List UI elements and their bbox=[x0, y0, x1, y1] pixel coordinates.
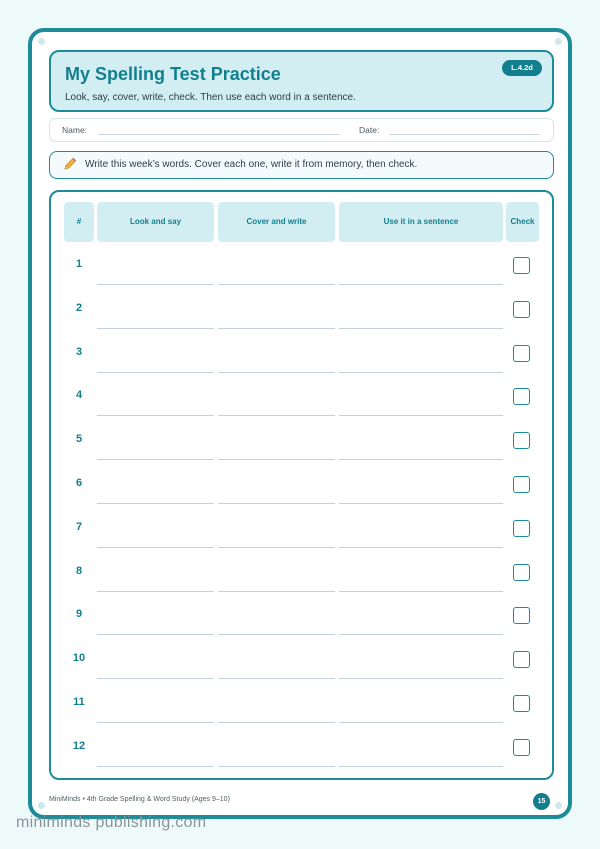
look-and-say-line[interactable] bbox=[97, 372, 214, 373]
instruction-box bbox=[49, 151, 554, 179]
row-number: 5 bbox=[75, 433, 83, 446]
sentence-line[interactable] bbox=[339, 372, 503, 373]
standard-badge: L.4.2d bbox=[502, 60, 542, 76]
title-panel bbox=[49, 50, 554, 112]
check-box[interactable] bbox=[513, 607, 530, 624]
check-box[interactable] bbox=[513, 564, 530, 581]
sentence-line[interactable] bbox=[339, 328, 503, 329]
check-box[interactable] bbox=[513, 651, 530, 668]
check-box[interactable] bbox=[513, 301, 530, 318]
look-and-say-line[interactable] bbox=[97, 591, 214, 592]
page-number: 15 bbox=[533, 793, 550, 810]
corner-dot bbox=[555, 38, 562, 45]
header-look-and-say: Look and say bbox=[97, 202, 214, 242]
sentence-line[interactable] bbox=[339, 284, 503, 285]
footer-credit: MiniMinds • 4th Grade Spelling & Word Study (Ages 9–10) bbox=[49, 796, 230, 803]
pencil-icon bbox=[62, 156, 78, 172]
row-number: 10 bbox=[72, 652, 86, 665]
look-and-say-line[interactable] bbox=[97, 284, 214, 285]
sentence-line[interactable] bbox=[339, 722, 503, 723]
row-number: 7 bbox=[75, 520, 83, 533]
cover-and-write-line[interactable] bbox=[218, 591, 335, 592]
date-field[interactable] bbox=[390, 134, 540, 135]
cover-and-write-line[interactable] bbox=[218, 634, 335, 635]
row-number: 8 bbox=[75, 564, 83, 577]
cover-and-write-line[interactable] bbox=[218, 678, 335, 679]
cover-and-write-line[interactable] bbox=[218, 284, 335, 285]
sentence-line[interactable] bbox=[339, 547, 503, 548]
corner-dot bbox=[38, 38, 45, 45]
sentence-line[interactable] bbox=[339, 678, 503, 679]
row-number: 6 bbox=[75, 477, 83, 489]
look-and-say-line[interactable] bbox=[97, 678, 214, 679]
spelling-table bbox=[49, 190, 554, 780]
check-box[interactable] bbox=[513, 520, 530, 537]
row-number: 11 bbox=[73, 696, 85, 708]
row-number: 12 bbox=[72, 739, 86, 752]
sentence-line[interactable] bbox=[339, 503, 503, 504]
cover-and-write-line[interactable] bbox=[218, 503, 335, 504]
look-and-say-line[interactable] bbox=[97, 766, 214, 767]
page-title: My Spelling Test Practice bbox=[65, 64, 281, 84]
sentence-line[interactable] bbox=[339, 459, 503, 460]
check-box[interactable] bbox=[513, 257, 530, 274]
header-use-in-sentence: Use it in a sentence bbox=[339, 202, 503, 242]
name-label: Name: bbox=[62, 125, 88, 135]
check-box[interactable] bbox=[513, 345, 530, 362]
page-subtitle: Look, say, cover, write, check. Then use each word in a sentence. bbox=[65, 92, 356, 103]
look-and-say-line[interactable] bbox=[97, 503, 214, 504]
look-and-say-line[interactable] bbox=[97, 328, 214, 329]
watermark-text: miniminds publishing.com bbox=[16, 814, 207, 831]
check-box[interactable] bbox=[513, 388, 530, 405]
check-box[interactable] bbox=[513, 739, 530, 756]
cover-and-write-line[interactable] bbox=[218, 328, 335, 329]
row-number: 3 bbox=[75, 345, 83, 358]
date-label: Date: bbox=[359, 125, 380, 135]
instruction-text: Write this week’s words. Cover each one, write it from memory, then check. bbox=[85, 159, 418, 170]
check-box[interactable] bbox=[513, 432, 530, 449]
row-number: 1 bbox=[75, 258, 83, 270]
worksheet-page bbox=[28, 28, 572, 819]
name-date-bar bbox=[49, 118, 554, 142]
row-number: 4 bbox=[75, 389, 83, 402]
check-box[interactable] bbox=[513, 695, 530, 712]
header-check: Check bbox=[506, 202, 539, 242]
check-box[interactable] bbox=[513, 476, 530, 493]
cover-and-write-line[interactable] bbox=[218, 459, 335, 460]
look-and-say-line[interactable] bbox=[97, 547, 214, 548]
look-and-say-line[interactable] bbox=[97, 722, 214, 723]
sentence-line[interactable] bbox=[339, 591, 503, 592]
sentence-line[interactable] bbox=[339, 634, 503, 635]
cover-and-write-line[interactable] bbox=[218, 766, 335, 767]
corner-dot bbox=[38, 802, 45, 809]
header-number: # bbox=[64, 202, 94, 242]
corner-dot bbox=[555, 802, 562, 809]
look-and-say-line[interactable] bbox=[97, 459, 214, 460]
cover-and-write-line[interactable] bbox=[218, 415, 335, 416]
sentence-line[interactable] bbox=[339, 415, 503, 416]
header-cover-and-write: Cover and write bbox=[218, 202, 335, 242]
cover-and-write-line[interactable] bbox=[218, 547, 335, 548]
cover-and-write-line[interactable] bbox=[218, 372, 335, 373]
row-number: 9 bbox=[75, 608, 83, 621]
name-field[interactable] bbox=[98, 134, 340, 135]
look-and-say-line[interactable] bbox=[97, 634, 214, 635]
row-number: 2 bbox=[75, 301, 83, 314]
sentence-line[interactable] bbox=[339, 766, 503, 767]
cover-and-write-line[interactable] bbox=[218, 722, 335, 723]
look-and-say-line[interactable] bbox=[97, 415, 214, 416]
